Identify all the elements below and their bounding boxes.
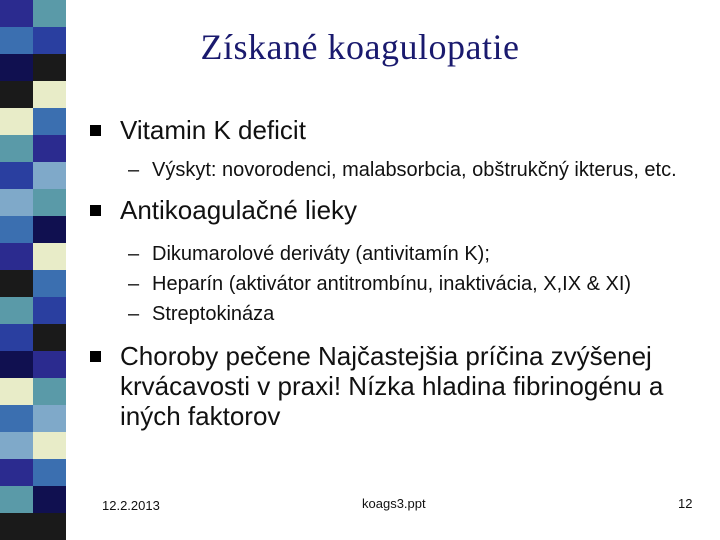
stripe-block: [33, 216, 66, 243]
dash-marker: –: [128, 303, 140, 325]
stripe-block: [33, 27, 66, 54]
sub-text: Heparín (aktivátor antitrombínu, inaktivácia, X,IX & XI): [152, 273, 632, 295]
stripe-block: [33, 405, 66, 432]
sub-item: [88, 301, 698, 327]
stripe-block: [33, 270, 66, 297]
stripe-block: [0, 243, 33, 270]
sub-item: [88, 157, 712, 183]
stripe-block: [0, 270, 33, 297]
bullet-text: Choroby pečene Najčastejšia príčina zvýšenej krvácavosti v praxi! Nízka hladina fibrinogénu a iných faktorov: [120, 341, 664, 431]
stripe-block: [33, 81, 66, 108]
stripe-block: [0, 297, 33, 324]
bullet-item: [88, 341, 710, 431]
stripe-block: [33, 108, 66, 135]
stripe-block: [33, 486, 66, 513]
stripe-block: [33, 513, 66, 540]
stripe-block: [0, 378, 33, 405]
sub-text: Dikumarolové deriváty (antivitamín K);: [152, 243, 490, 265]
stripe-block: [0, 135, 33, 162]
footer-date: 12.2.2013: [102, 498, 160, 513]
stripe-block: [0, 81, 33, 108]
stripe-block: [0, 513, 33, 540]
stripe-block: [33, 297, 66, 324]
sub-item: [88, 271, 698, 297]
bullet-item: [88, 195, 698, 225]
bullet-text: Vitamin K deficit: [120, 115, 306, 145]
stripe-block: [0, 162, 33, 189]
stripe-block: [0, 486, 33, 513]
slide-content: [88, 110, 698, 431]
stripe-block: [0, 351, 33, 378]
stripe-block: [33, 243, 66, 270]
dash-marker: –: [128, 243, 140, 265]
stripe-block: [0, 54, 33, 81]
square-bullet-icon: [90, 351, 101, 362]
stripe-block: [33, 432, 66, 459]
stripe-block: [33, 54, 66, 81]
dash-marker: –: [128, 159, 140, 181]
slide-title: Získané koagulopatie: [200, 27, 520, 67]
stripe-block: [0, 459, 33, 486]
stripe-block: [33, 324, 66, 351]
stripe-block: [0, 432, 33, 459]
sub-item: [88, 241, 698, 267]
bullet-text: Antikoagulačné lieky: [120, 195, 358, 225]
stripe-block: [33, 189, 66, 216]
stripe-block: [33, 0, 66, 27]
stripe-block: [0, 27, 33, 54]
decorative-stripe: [0, 0, 66, 540]
stripe-block: [0, 108, 33, 135]
footer-filename: koags3.ppt: [362, 496, 426, 511]
stripe-block: [0, 189, 33, 216]
dash-marker: –: [128, 273, 140, 295]
sub-text: Výskyt: novorodenci, malabsorbcia, obštrukčný ikterus, etc.: [152, 159, 677, 181]
stripe-block: [0, 216, 33, 243]
stripe-block: [33, 162, 66, 189]
square-bullet-icon: [90, 205, 101, 216]
stripe-block: [0, 0, 33, 27]
stripe-block: [33, 378, 66, 405]
stripe-block: [0, 324, 33, 351]
sub-text: Streptokináza: [152, 303, 275, 325]
bullet-item: [88, 115, 698, 145]
square-bullet-icon: [90, 125, 101, 136]
stripe-block: [33, 351, 66, 378]
stripe-block: [33, 459, 66, 486]
stripe-block: [0, 405, 33, 432]
footer-page-number: 12: [678, 496, 693, 511]
stripe-block: [33, 135, 66, 162]
